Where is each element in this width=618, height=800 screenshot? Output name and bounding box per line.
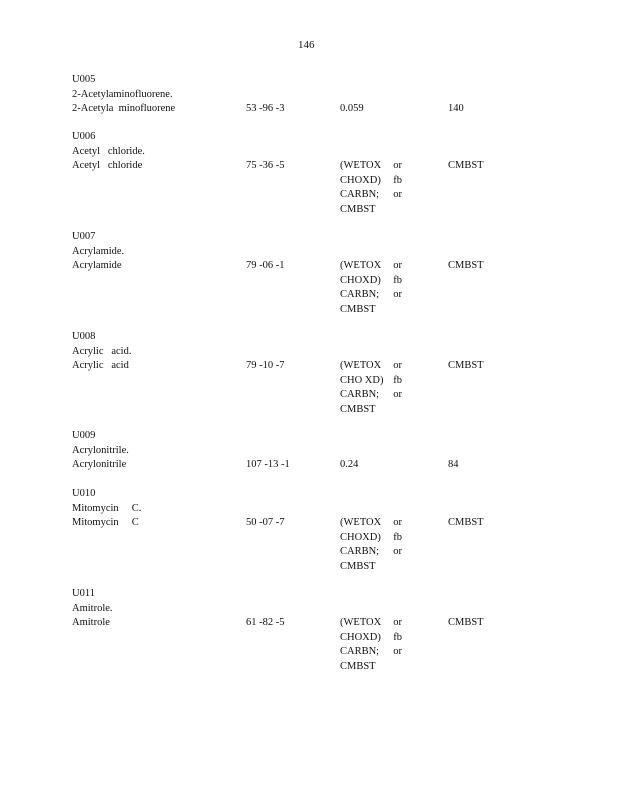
nonwastewater-value: CMBST	[448, 260, 484, 271]
cas-number: 79 -10 -7	[246, 360, 285, 371]
tech-term: CMBST	[340, 303, 376, 315]
waste-caption: Amitrole.	[72, 602, 113, 614]
waste-entry-u007	[72, 230, 592, 315]
waste-code: U008	[72, 331, 96, 342]
tech-term: CARBN;	[340, 646, 380, 657]
waste-entry-u011	[72, 587, 592, 672]
constituent-row	[72, 359, 592, 415]
tech-term: CARBN;	[340, 546, 380, 557]
wastewater-technology	[340, 359, 402, 417]
wastewater-technology	[340, 259, 402, 317]
nonwastewater-value: CMBST	[448, 517, 484, 528]
waste-code: U011	[72, 588, 95, 599]
waste-code: U009	[72, 430, 96, 441]
nonwastewater-value: CMBST	[448, 617, 484, 628]
cas-number: 79 -06 -1	[246, 260, 285, 271]
tech-term: CARBN;	[340, 289, 380, 300]
cas-number: 61 -82 -5	[246, 617, 285, 628]
tech-term: CMBST	[340, 560, 376, 572]
nonwastewater-value: CMBST	[448, 360, 484, 371]
tech-connector: fb	[393, 274, 402, 286]
tech-connector: or	[393, 289, 402, 300]
constituent-name: Acrylamide	[72, 260, 122, 271]
waste-code: U006	[72, 131, 96, 142]
constituent-row	[72, 259, 592, 315]
tech-term: (WETOX	[340, 260, 382, 271]
constituent-row	[72, 102, 592, 117]
waste-caption: 2-Acetylaminofluorene.	[72, 88, 173, 100]
nonwastewater-value: 84	[448, 459, 459, 470]
tech-connector: or	[393, 260, 402, 271]
tech-connector: or	[393, 546, 402, 557]
cas-number: 53 -96 -3	[246, 103, 285, 114]
tech-term: (WETOX	[340, 160, 382, 171]
tech-term: CHOXD)	[340, 274, 381, 286]
tech-connector: or	[393, 189, 402, 200]
cas-number: 75 -36 -5	[246, 160, 285, 171]
wastewater-value: 0.24	[340, 459, 359, 470]
waste-entry-u008	[72, 330, 592, 415]
wastewater-technology	[340, 616, 402, 674]
waste-caption: Acetyl chloride.	[72, 145, 145, 157]
tech-term: CHO XD)	[340, 374, 384, 386]
waste-entry-u006	[72, 130, 592, 215]
tech-term: CMBST	[340, 203, 376, 215]
tech-connector: fb	[393, 174, 402, 186]
tech-connector: or	[393, 360, 402, 371]
tech-connector: fb	[393, 374, 402, 386]
waste-code: U007	[72, 231, 96, 242]
tech-term: CARBN;	[340, 389, 380, 400]
waste-caption: Mitomycin C.	[72, 502, 142, 514]
constituent-name: 2-Acetyla minofluorene	[72, 103, 176, 114]
tech-term: (WETOX	[340, 360, 382, 371]
constituent-name: Acrylonitrile	[72, 459, 127, 470]
constituent-row	[72, 458, 592, 473]
nonwastewater-value: 140	[448, 103, 464, 114]
constituent-row	[72, 516, 592, 572]
waste-caption: Acrylamide.	[72, 245, 125, 257]
tech-term: CHOXD)	[340, 631, 381, 643]
constituent-name: Acrylic acid	[72, 360, 129, 371]
tech-term: CMBST	[340, 403, 376, 415]
constituent-row	[72, 616, 592, 672]
waste-caption: Acrylic acid.	[72, 345, 132, 357]
waste-code: U005	[72, 74, 96, 85]
wastewater-value: 0.059	[340, 103, 364, 114]
waste-entry-u010	[72, 487, 592, 572]
waste-caption: Acrylonitrile.	[72, 444, 129, 456]
waste-entry-u009	[72, 429, 592, 473]
cas-number: 50 -07 -7	[246, 517, 285, 528]
tech-connector: or	[393, 160, 402, 171]
wastewater-technology	[340, 159, 402, 217]
constituent-row	[72, 159, 592, 215]
tech-term: CARBN;	[340, 189, 380, 200]
waste-entry-u005	[72, 73, 592, 117]
constituent-name: Mitomycin C	[72, 517, 139, 528]
tech-connector: or	[393, 617, 402, 628]
page-number: 146	[298, 39, 315, 51]
tech-term: CMBST	[340, 660, 376, 672]
nonwastewater-value: CMBST	[448, 160, 484, 171]
tech-term: (WETOX	[340, 517, 382, 528]
cas-number: 107 -13 -1	[246, 459, 290, 470]
wastewater-technology	[340, 516, 402, 574]
tech-term: (WETOX	[340, 617, 382, 628]
tech-connector: or	[393, 389, 402, 400]
tech-connector: or	[393, 517, 402, 528]
tech-term: CHOXD)	[340, 174, 381, 186]
constituent-name: Amitrole	[72, 617, 110, 628]
tech-connector: fb	[393, 531, 402, 543]
tech-connector: or	[393, 646, 402, 657]
constituent-name: Acetyl chloride	[72, 160, 143, 171]
waste-code: U010	[72, 488, 96, 499]
tech-connector: fb	[393, 631, 402, 643]
tech-term: CHOXD)	[340, 531, 381, 543]
